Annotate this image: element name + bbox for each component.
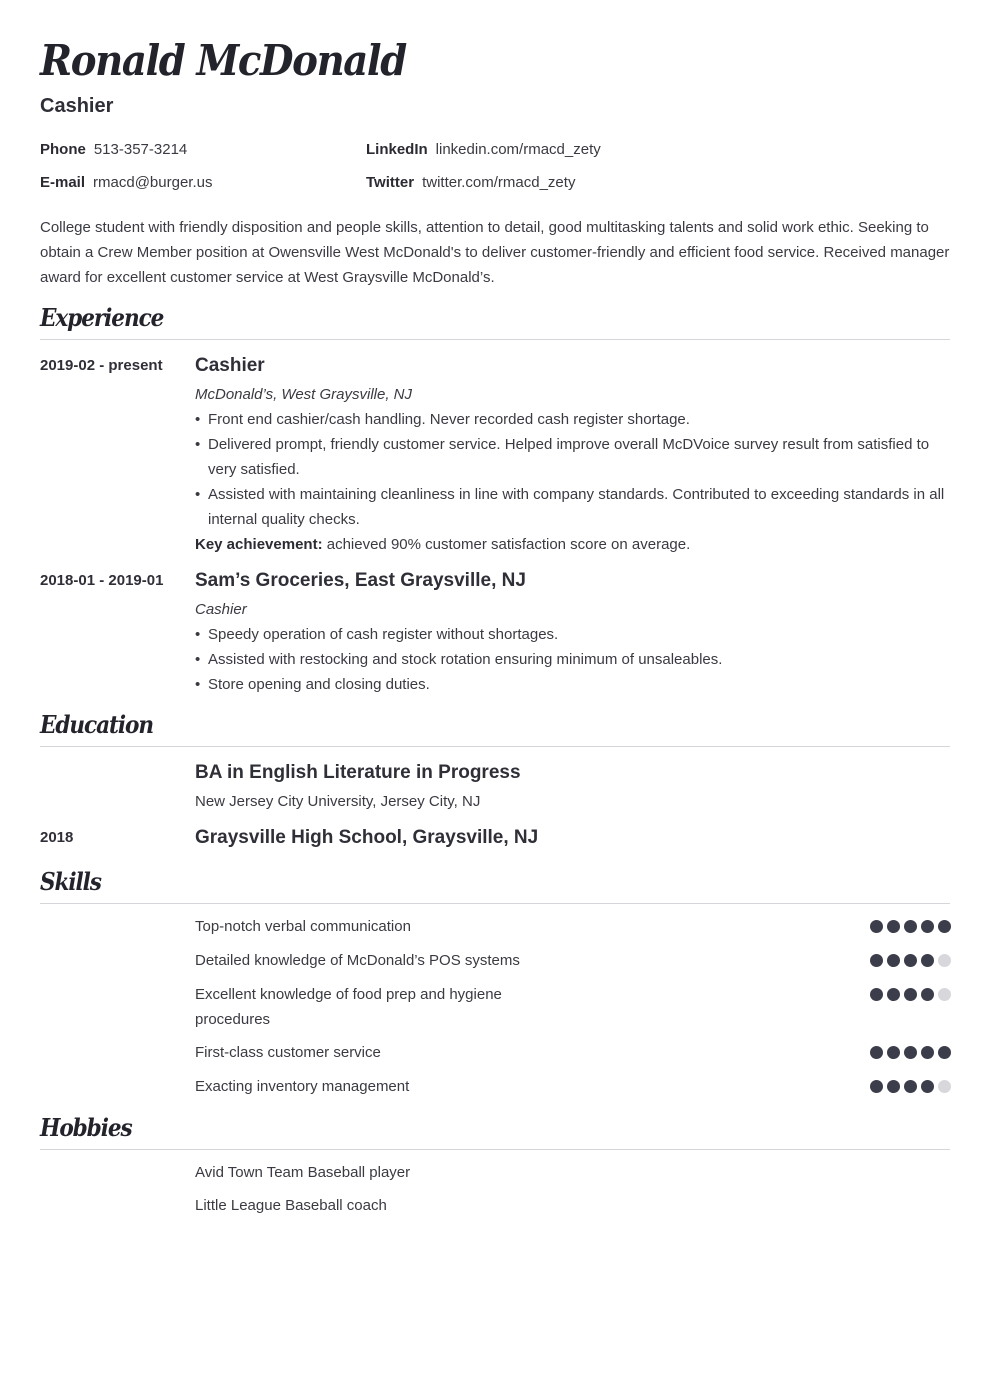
contact-label: LinkedIn — [366, 141, 428, 158]
section-divider — [40, 339, 950, 340]
rating-dot-filled — [921, 1080, 934, 1093]
rating-dot-filled — [938, 920, 951, 933]
skill-name: Detailed knowledge of McDonald’s POS systems — [195, 952, 520, 969]
key-achievement — [195, 536, 690, 553]
education-degree: BA in English Literature in Progress — [195, 762, 521, 783]
summary-paragraph: College student with friendly disposition and people skills, attention to detail, good multitasking talents and solid work ethic. Seeking to obtain a Crew Member position at Owensville West McDonald's to deliver customer-friendly and efficient food service. Received manager award for excellent customer service at West Graysville McDonald’s. — [40, 219, 950, 286]
contact-twitter — [366, 174, 575, 191]
candidate-name: Ronald McDonald — [40, 36, 406, 85]
skill-name: First-class customer service — [195, 1044, 381, 1061]
skill-name: Top-notch verbal communication — [195, 918, 411, 935]
rating-dot-filled — [887, 1080, 900, 1093]
experience-title: Sam’s Groceries, East Graysville, NJ — [195, 570, 526, 591]
rating-dot-filled — [870, 1046, 883, 1059]
section-divider — [40, 1149, 950, 1150]
bullet-item: • Assisted with restocking and stock rotation ensuring minimum of unsaleables. — [195, 647, 951, 672]
rating-dot-filled — [904, 920, 917, 933]
experience-position: Cashier — [195, 601, 247, 618]
skill-item — [195, 1074, 951, 1099]
skill-rating — [870, 920, 951, 933]
bullet-item: • Delivered prompt, friendly customer service. Helped improve overall McDVoice survey result from satisfied to very satisfied. — [195, 432, 951, 482]
hobby-item: Avid Town Team Baseball player — [195, 1164, 411, 1181]
rating-dot-filled — [904, 1046, 917, 1059]
rating-dot-filled — [870, 988, 883, 1001]
rating-dot-filled — [904, 954, 917, 967]
skill-item — [195, 1040, 951, 1065]
rating-dot-filled — [887, 954, 900, 967]
rating-dot-filled — [887, 1046, 900, 1059]
experience-bullets — [195, 407, 951, 532]
experience-employer: McDonald’s, West Graysville, NJ — [195, 386, 413, 403]
contact-email — [40, 174, 212, 191]
bullet-item: • Front end cashier/cash handling. Never recorded cash register shortage. — [195, 407, 951, 432]
contact-label: E-mail — [40, 174, 86, 191]
education-school: New Jersey City University, Jersey City, NJ — [195, 793, 481, 810]
rating-dot-filled — [870, 954, 883, 967]
contact-info — [40, 141, 950, 201]
contact-value[interactable]: linkedin.com/rmacd_zety — [435, 141, 601, 158]
bullet-item: • Store opening and closing duties. — [195, 672, 951, 697]
key-achievement-label: Key achievement: — [195, 536, 323, 553]
rating-dot-filled — [870, 920, 883, 933]
skill-item — [195, 914, 951, 939]
rating-dot-filled — [921, 988, 934, 1001]
rating-dot-filled — [921, 1046, 934, 1059]
section-title-hobbies: Hobbies — [40, 1113, 132, 1142]
section-divider — [40, 746, 950, 747]
skill-name: Exacting inventory management — [195, 1078, 410, 1095]
skill-rating — [870, 1080, 951, 1093]
skill-name: Excellent knowledge of food prep and hygiene procedures — [195, 986, 502, 1028]
skill-item — [195, 948, 951, 973]
experience-dates: 2018-01 - 2019-01 — [40, 572, 164, 589]
education-school-title: Graysville High School, Graysville, NJ — [195, 827, 539, 848]
contact-label: Twitter — [366, 174, 415, 191]
rating-dot-filled — [921, 920, 934, 933]
skill-item — [195, 982, 951, 1032]
rating-dot-empty — [938, 988, 951, 1001]
rating-dot-filled — [904, 1080, 917, 1093]
contact-value: 513-357-3214 — [93, 141, 188, 158]
candidate-role: Cashier — [40, 95, 114, 117]
contact-value[interactable]: rmacd@burger.us — [93, 174, 213, 191]
bullet-item: • Speedy operation of cash register without shortages. — [195, 622, 951, 647]
key-achievement-text: achieved 90% customer satisfaction score on average. — [322, 536, 691, 553]
experience-title: Cashier — [195, 355, 265, 376]
rating-dot-filled — [938, 1046, 951, 1059]
rating-dot-filled — [904, 988, 917, 1001]
skill-rating — [870, 954, 951, 967]
hobby-item: Little League Baseball coach — [195, 1197, 387, 1214]
contact-label: Phone — [40, 141, 86, 158]
rating-dot-empty — [938, 954, 951, 967]
skill-rating — [870, 988, 951, 1001]
experience-dates: 2019-02 - present — [40, 357, 163, 374]
contact-linkedin — [366, 141, 601, 158]
skill-rating — [870, 1046, 951, 1059]
experience-bullets — [195, 622, 951, 697]
section-divider — [40, 903, 950, 904]
rating-dot-filled — [887, 920, 900, 933]
rating-dot-empty — [938, 1080, 951, 1093]
rating-dot-filled — [887, 988, 900, 1001]
contact-value[interactable]: twitter.com/rmacd_zety — [422, 174, 576, 191]
education-dates: 2018 — [40, 829, 74, 846]
rating-dot-filled — [870, 1080, 883, 1093]
section-title-skills: Skills — [40, 867, 101, 896]
section-title-education: Education — [40, 710, 154, 739]
bullet-item: • Assisted with maintaining cleanliness in line with company standards. Contributed to exceeding standards in all internal quality checks. — [195, 482, 951, 532]
section-title-experience: Experience — [40, 303, 164, 332]
contact-phone — [40, 141, 187, 158]
rating-dot-filled — [921, 954, 934, 967]
